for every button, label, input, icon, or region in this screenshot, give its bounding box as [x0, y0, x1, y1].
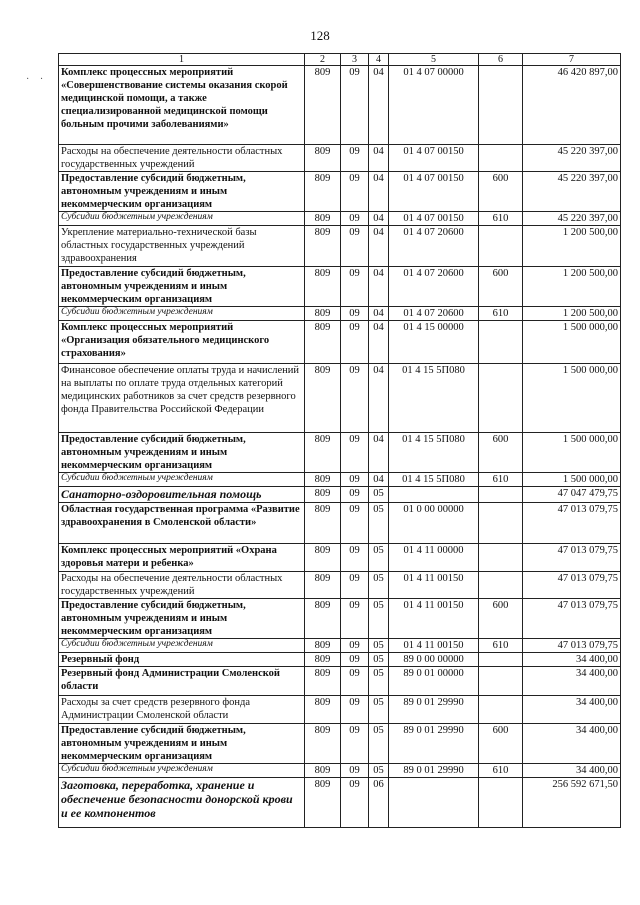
table-row: [59, 433, 621, 473]
section-cell: 09: [341, 724, 369, 764]
name-cell: Заготовка, переработка, хранение и обеспечение безопасности донорской крови и ее компонентов: [59, 778, 305, 828]
target-article-cell: 01 4 15 5П080: [389, 473, 479, 487]
table-row: [59, 764, 621, 778]
target-article-cell: 01 4 07 00000: [389, 66, 479, 145]
expense-type-cell: 600: [479, 724, 523, 764]
name-cell: Комплекс процессных мероприятий «Охрана здоровья матери и ребенка»: [59, 544, 305, 572]
target-article-cell: 01 4 07 00150: [389, 172, 479, 212]
table-row: [59, 212, 621, 226]
target-article-cell: 01 4 07 00150: [389, 145, 479, 172]
amount-cell: 1 500 000,00: [523, 364, 621, 433]
subsection-cell: 04: [369, 473, 389, 487]
amount-cell: 47 013 079,75: [523, 599, 621, 639]
target-article-cell: 01 0 00 00000: [389, 503, 479, 544]
header-cell: 2: [305, 54, 341, 66]
name-cell: Расходы за счет средств резервного фонда Администрации Смоленской области: [59, 696, 305, 724]
section-cell: 09: [341, 145, 369, 172]
admin-code-cell: 809: [305, 226, 341, 267]
amount-cell: 1 500 000,00: [523, 433, 621, 473]
section-cell: 09: [341, 599, 369, 639]
subsection-cell: 04: [369, 212, 389, 226]
subsection-cell: 05: [369, 487, 389, 503]
header-cell: 1: [59, 54, 305, 66]
section-cell: 09: [341, 778, 369, 828]
page-number: 128: [310, 28, 330, 43]
amount-cell: 45 220 397,00: [523, 172, 621, 212]
target-article-cell: 01 4 07 20600: [389, 307, 479, 321]
table-row: [59, 572, 621, 599]
table-row: [59, 778, 621, 828]
amount-cell: 47 013 079,75: [523, 503, 621, 544]
name-cell: Санаторно-оздоровительная помощь: [59, 487, 305, 503]
expense-type-cell: [479, 364, 523, 433]
section-cell: 09: [341, 696, 369, 724]
name-cell: Субсидии бюджетным учреждениям: [59, 764, 305, 778]
name-cell: Предоставление субсидий бюджетным, автономным учреждениям и иным некоммерческим организациям: [59, 172, 305, 212]
section-cell: 09: [341, 433, 369, 473]
amount-cell: 1 200 500,00: [523, 226, 621, 267]
name-cell: Расходы на обеспечение деятельности областных государственных учреждений: [59, 145, 305, 172]
header-cell: 5: [389, 54, 479, 66]
admin-code-cell: 809: [305, 307, 341, 321]
subsection-cell: 04: [369, 307, 389, 321]
target-article-cell: 01 4 07 20600: [389, 267, 479, 307]
admin-code-cell: 809: [305, 544, 341, 572]
admin-code-cell: 809: [305, 212, 341, 226]
section-cell: 09: [341, 66, 369, 145]
amount-cell: 34 400,00: [523, 764, 621, 778]
section-cell: 09: [341, 267, 369, 307]
amount-cell: 45 220 397,00: [523, 212, 621, 226]
subsection-cell: 05: [369, 572, 389, 599]
admin-code-cell: 809: [305, 503, 341, 544]
subsection-cell: 05: [369, 667, 389, 696]
section-cell: 09: [341, 572, 369, 599]
header-cell: 6: [479, 54, 523, 66]
amount-cell: 1 500 000,00: [523, 321, 621, 364]
admin-code-cell: 809: [305, 599, 341, 639]
header-cell: 3: [341, 54, 369, 66]
amount-cell: 256 592 671,50: [523, 778, 621, 828]
table-row: [59, 66, 621, 145]
table-row: [59, 503, 621, 544]
table-row: [59, 667, 621, 696]
admin-code-cell: 809: [305, 778, 341, 828]
admin-code-cell: 809: [305, 364, 341, 433]
section-cell: 09: [341, 667, 369, 696]
expense-type-cell: [479, 667, 523, 696]
admin-code-cell: 809: [305, 653, 341, 667]
expense-type-cell: [479, 572, 523, 599]
table-row: [59, 267, 621, 307]
table-row: [59, 364, 621, 433]
admin-code-cell: 809: [305, 667, 341, 696]
section-cell: 09: [341, 321, 369, 364]
subsection-cell: 05: [369, 724, 389, 764]
name-cell: Комплекс процессных мероприятий «Совершенствование системы оказания скорой медицинской помощи, а также специализированной медицинской помощи больным прочими заболеваниями»: [59, 66, 305, 145]
margin-mark: · ·: [26, 74, 48, 85]
expense-type-cell: [479, 226, 523, 267]
expense-type-cell: [479, 66, 523, 145]
subsection-cell: 05: [369, 764, 389, 778]
header-cell: 4: [369, 54, 389, 66]
amount-cell: 47 013 079,75: [523, 639, 621, 653]
table-row: [59, 321, 621, 364]
section-cell: 09: [341, 212, 369, 226]
subsection-cell: 04: [369, 226, 389, 267]
name-cell: Субсидии бюджетным учреждениям: [59, 639, 305, 653]
section-cell: 09: [341, 487, 369, 503]
target-article-cell: 01 4 11 00000: [389, 544, 479, 572]
admin-code-cell: 809: [305, 487, 341, 503]
admin-code-cell: 809: [305, 66, 341, 145]
target-article-cell: 89 0 00 00000: [389, 653, 479, 667]
section-cell: 09: [341, 473, 369, 487]
target-article-cell: 01 4 11 00150: [389, 599, 479, 639]
target-article-cell: 89 0 01 00000: [389, 667, 479, 696]
section-cell: 09: [341, 364, 369, 433]
section-cell: 09: [341, 503, 369, 544]
header-cell: 7: [523, 54, 621, 66]
admin-code-cell: 809: [305, 321, 341, 364]
section-cell: 09: [341, 544, 369, 572]
table-row: [59, 724, 621, 764]
section-cell: 09: [341, 764, 369, 778]
name-cell: Предоставление субсидий бюджетным, автономным учреждениям и иным некоммерческим организациям: [59, 599, 305, 639]
expense-type-cell: 610: [479, 473, 523, 487]
expense-type-cell: [479, 145, 523, 172]
table-row: [59, 599, 621, 639]
target-article-cell: [389, 778, 479, 828]
section-cell: 09: [341, 226, 369, 267]
table-row: [59, 145, 621, 172]
expense-type-cell: [479, 503, 523, 544]
table-row: [59, 653, 621, 667]
name-cell: Областная государственная программа «Развитие здравоохранения в Смоленской области»: [59, 503, 305, 544]
amount-cell: 47 013 079,75: [523, 544, 621, 572]
expense-type-cell: 600: [479, 433, 523, 473]
table-row: [59, 307, 621, 321]
subsection-cell: 05: [369, 503, 389, 544]
target-article-cell: 89 0 01 29990: [389, 696, 479, 724]
amount-cell: 45 220 397,00: [523, 145, 621, 172]
amount-cell: 34 400,00: [523, 724, 621, 764]
target-article-cell: 89 0 01 29990: [389, 764, 479, 778]
admin-code-cell: 809: [305, 764, 341, 778]
expense-type-cell: 610: [479, 212, 523, 226]
expense-type-cell: [479, 544, 523, 572]
target-article-cell: 89 0 01 29990: [389, 724, 479, 764]
table-row: [59, 696, 621, 724]
name-cell: Резервный фонд Администрации Смоленской области: [59, 667, 305, 696]
table-row: [59, 639, 621, 653]
expense-type-cell: [479, 653, 523, 667]
subsection-cell: 04: [369, 364, 389, 433]
amount-cell: 46 420 897,00: [523, 66, 621, 145]
amount-cell: 47 013 079,75: [523, 572, 621, 599]
subsection-cell: 06: [369, 778, 389, 828]
subsection-cell: 05: [369, 599, 389, 639]
admin-code-cell: 809: [305, 473, 341, 487]
name-cell: Комплекс процессных мероприятий «Организация обязательного медицинского страхования»: [59, 321, 305, 364]
expense-type-cell: 610: [479, 764, 523, 778]
subsection-cell: 04: [369, 66, 389, 145]
amount-cell: 1 200 500,00: [523, 307, 621, 321]
target-article-cell: [389, 487, 479, 503]
admin-code-cell: 809: [305, 639, 341, 653]
admin-code-cell: 809: [305, 267, 341, 307]
table-row: [59, 172, 621, 212]
section-cell: 09: [341, 653, 369, 667]
amount-cell: 1 500 000,00: [523, 473, 621, 487]
table-row: [59, 487, 621, 503]
target-article-cell: 01 4 15 00000: [389, 321, 479, 364]
subsection-cell: 05: [369, 544, 389, 572]
table-row: [59, 226, 621, 267]
amount-cell: 34 400,00: [523, 667, 621, 696]
table-row: [59, 473, 621, 487]
admin-code-cell: 809: [305, 572, 341, 599]
expense-type-cell: 600: [479, 172, 523, 212]
target-article-cell: 01 4 11 00150: [389, 572, 479, 599]
admin-code-cell: 809: [305, 696, 341, 724]
table-row: [59, 544, 621, 572]
target-article-cell: 01 4 15 5П080: [389, 364, 479, 433]
amount-cell: 34 400,00: [523, 696, 621, 724]
name-cell: Укрепление материально-технической базы областных государственных учреждений здравоохранения: [59, 226, 305, 267]
subsection-cell: 05: [369, 696, 389, 724]
admin-code-cell: 809: [305, 145, 341, 172]
name-cell: Резервный фонд: [59, 653, 305, 667]
name-cell: Субсидии бюджетным учреждениям: [59, 473, 305, 487]
budget-table: [58, 53, 621, 828]
admin-code-cell: 809: [305, 172, 341, 212]
subsection-cell: 05: [369, 653, 389, 667]
name-cell: Предоставление субсидий бюджетным, автономным учреждениям и иным некоммерческим организациям: [59, 724, 305, 764]
name-cell: Предоставление субсидий бюджетным, автономным учреждениям и иным некоммерческим организациям: [59, 433, 305, 473]
name-cell: Субсидии бюджетным учреждениям: [59, 212, 305, 226]
admin-code-cell: 809: [305, 724, 341, 764]
section-cell: 09: [341, 172, 369, 212]
amount-cell: 47 047 479,75: [523, 487, 621, 503]
expense-type-cell: [479, 321, 523, 364]
section-cell: 09: [341, 639, 369, 653]
section-cell: 09: [341, 307, 369, 321]
name-cell: Финансовое обеспечение оплаты труда и начислений на выплаты по оплате труда отдельных категорий медицинских работников за счет средств резервного фонда Правительства Российской Федерации: [59, 364, 305, 433]
expense-type-cell: 600: [479, 267, 523, 307]
expense-type-cell: [479, 778, 523, 828]
subsection-cell: 05: [369, 639, 389, 653]
expense-type-cell: 610: [479, 639, 523, 653]
expense-type-cell: 600: [479, 599, 523, 639]
subsection-cell: 04: [369, 267, 389, 307]
subsection-cell: 04: [369, 433, 389, 473]
amount-cell: 1 200 500,00: [523, 267, 621, 307]
target-article-cell: 01 4 07 00150: [389, 212, 479, 226]
target-article-cell: 01 4 15 5П080: [389, 433, 479, 473]
amount-cell: 34 400,00: [523, 653, 621, 667]
target-article-cell: 01 4 07 20600: [389, 226, 479, 267]
expense-type-cell: [479, 487, 523, 503]
name-cell: Субсидии бюджетным учреждениям: [59, 307, 305, 321]
expense-type-cell: [479, 696, 523, 724]
expense-type-cell: 610: [479, 307, 523, 321]
admin-code-cell: 809: [305, 433, 341, 473]
subsection-cell: 04: [369, 172, 389, 212]
subsection-cell: 04: [369, 145, 389, 172]
name-cell: Предоставление субсидий бюджетным, автономным учреждениям и иным некоммерческим организациям: [59, 267, 305, 307]
target-article-cell: 01 4 11 00150: [389, 639, 479, 653]
name-cell: Расходы на обеспечение деятельности областных государственных учреждений: [59, 572, 305, 599]
header-row: [59, 54, 621, 66]
subsection-cell: 04: [369, 321, 389, 364]
